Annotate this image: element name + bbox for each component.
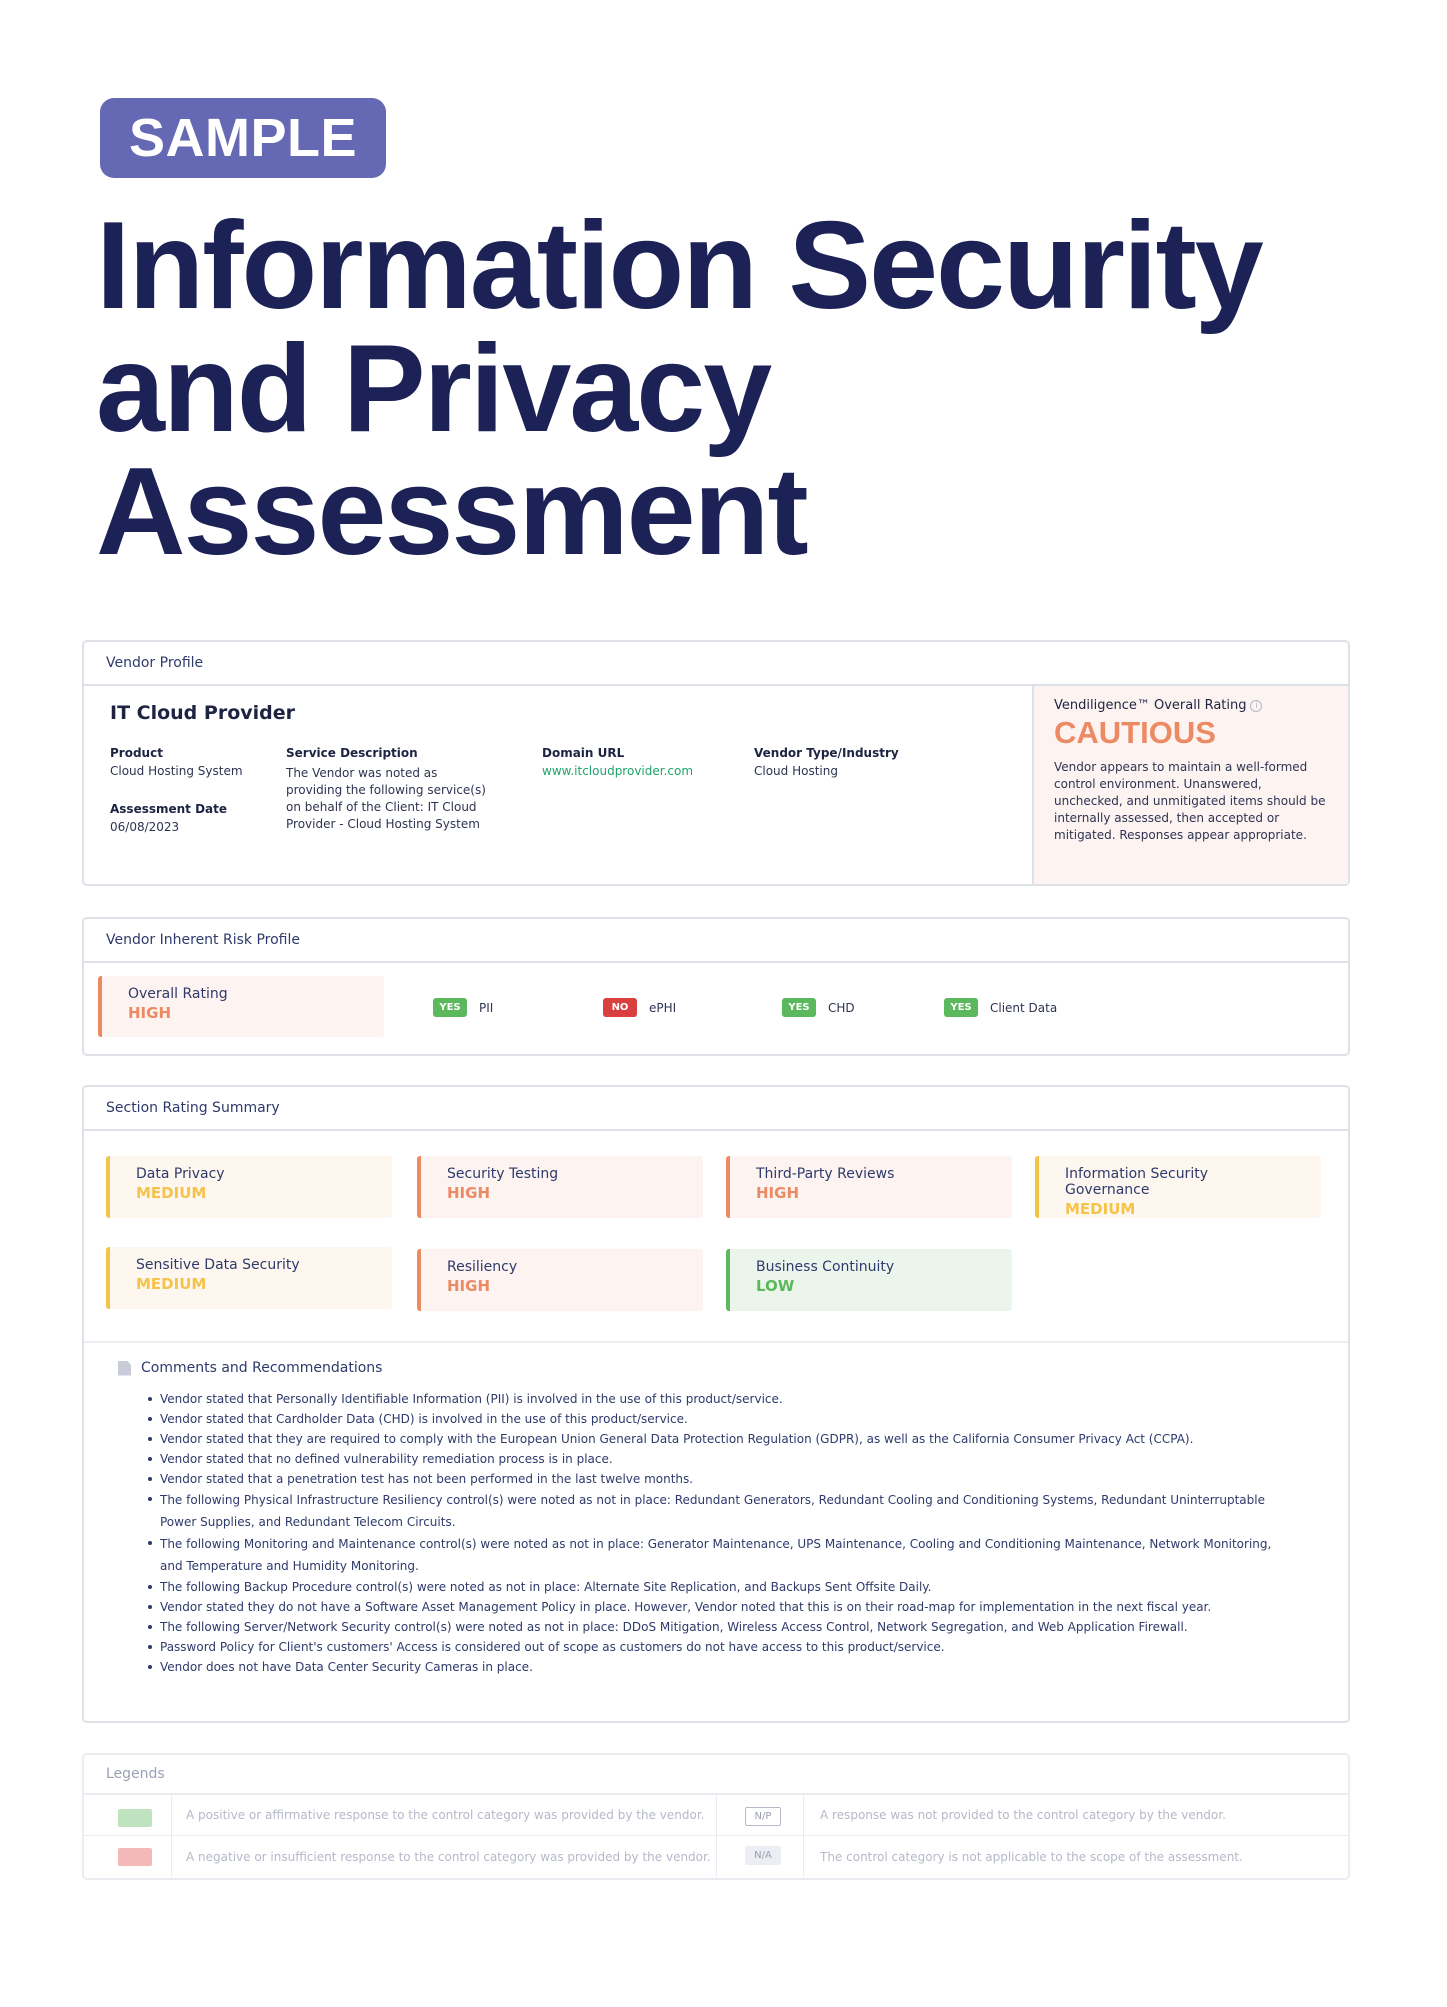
vendor-profile-header: Vendor Profile [84,642,1348,686]
overall-rating-panel [1032,686,1348,884]
positive-swatch [118,1809,152,1827]
yes-badge: YES [433,998,467,1017]
document-icon [118,1361,131,1376]
risk-item-pii [433,998,493,1017]
section-label: Resiliency [447,1259,518,1275]
risk-item-label: PII [479,1000,494,1015]
comments-list [148,1389,1288,1677]
comment-item: Vendor stated that Personally Identifiable Information (PII) is involved in the use of this product/service. [148,1389,1288,1409]
legends-header: Legends [84,1755,1348,1795]
sample-badge: SAMPLE [100,98,386,178]
np-tag: N/P [745,1807,781,1826]
section-security-testing [417,1156,703,1218]
legend-swatch-cell [84,1836,172,1877]
section-infosec-governance [1035,1156,1321,1218]
comment-item: Vendor stated that a penetration test has not been performed in the last twelve months. [148,1469,1288,1489]
comment-item: The following Physical Infrastructure Resiliency control(s) were noted as not in place: Redundant Generators, Redundant Cooling and Conditioning Systems, Redundant Uninterruptable Power Supplies, and Redundant Telecom Circuits. [148,1489,1288,1533]
overall-rating-value: CAUTIOUS [1054,715,1216,750]
legends-card [82,1753,1350,1880]
comment-item: Vendor stated that they are required to comply with the European Union General Data Protection Regulation (GDPR), as well as the California Consumer Privacy Act (CCPA). [148,1429,1288,1449]
comment-item: The following Backup Procedure control(s) were noted as not in place: Alternate Site Replication, and Backups Sent Offsite Daily. [148,1577,1288,1597]
legend-na-text: The control category is not applicable to the scope of the assessment. [820,1849,1243,1864]
comment-item: Vendor does not have Data Center Security Cameras in place. [148,1657,1288,1677]
vendor-name: IT Cloud Provider [110,702,295,724]
section-third-party-reviews [726,1156,1012,1218]
page-title: Information Security and Privacy Assessment [96,197,1262,581]
product-value: Cloud Hosting System [110,764,243,778]
comment-item: The following Monitoring and Maintenance control(s) were noted as not in place: Generator Maintenance, UPS Maintenance, Cooling and Conditioning Maintenance, Network Monitoring, and Temperature and Humidity Monitoring. [148,1533,1288,1577]
assessment-date-label: Assessment Date [110,802,228,816]
overall-rating-description: Vendor appears to maintain a well-formed control environment. Unanswered, unchecked, and unmitigated items should be internally assessed, then accepted or mitigated. Responses appear appropriate. [1054,760,1326,842]
risk-item-client-data [944,998,1057,1017]
product-label: Product [110,746,163,760]
comment-item: Password Policy for Client's customers' Access is considered out of scope as customers do not have access to this product/service. [148,1637,1288,1657]
section-label: Data Privacy [136,1166,225,1182]
section-label: Security Testing [447,1166,559,1182]
legend-negative-text: A negative or insufficient response to the control category was provided by the vendor. [186,1849,711,1864]
risk-item-label: Client Data [990,1000,1058,1015]
legend-swatch-cell [84,1795,172,1835]
yes-badge: YES [944,998,978,1017]
section-rating-card [82,1085,1350,1723]
comment-item: The following Server/Network Security control(s) were noted as not in place: DDoS Mitigation, Wireless Access Control, Network Segregation, and Web Application Firewall. [148,1617,1288,1637]
section-value: MEDIUM [136,1275,207,1293]
comment-item: Vendor stated they do not have a Software Asset Management Policy in place. However, Vendor noted that this is on their road-map for implementation in the next fiscal year. [148,1597,1288,1617]
section-data-privacy [106,1156,392,1218]
inherent-risk-card [82,917,1350,1056]
vendor-type-value: Cloud Hosting [754,764,838,778]
na-tag: N/A [745,1846,781,1865]
overall-risk-label: Overall Rating [128,986,228,1002]
section-rating-header: Section Rating Summary [84,1087,1348,1131]
comments-title-text: Comments and Recommendations [141,1360,383,1376]
section-value: HIGH [447,1277,491,1295]
comment-item: Vendor stated that Cardholder Data (CHD) is involved in the use of this product/service. [148,1409,1288,1429]
section-value: LOW [756,1277,795,1295]
legend-positive-text: A positive or affirmative response to the control category was provided by the vendor. [186,1808,705,1822]
vendor-type-label: Vendor Type/Industry [754,746,899,760]
service-description-value: The Vendor was noted as providing the following service(s) on behalf of the Client: IT Cloud Provider - Cloud Hosting System [286,766,486,831]
risk-item-label: ePHI [649,1000,677,1015]
risk-item-ephi [603,998,676,1017]
section-sensitive-data-security [106,1247,392,1309]
section-label: Business Continuity [756,1259,895,1275]
comment-item: Vendor stated that no defined vulnerability remediation process is in place. [148,1449,1288,1469]
vendor-profile-card [82,640,1350,886]
overall-rating-title-text: Vendiligence™ Overall Rating [1054,698,1247,713]
overall-risk-box [98,976,384,1037]
risk-item-label: CHD [828,1000,855,1015]
comments-title [118,1360,382,1376]
assessment-date-value: 06/08/2023 [110,820,180,834]
domain-url-label: Domain URL [542,746,625,760]
risk-item-chd [782,998,855,1017]
yes-badge: YES [782,998,816,1017]
section-business-continuity [726,1249,1012,1311]
negative-swatch [118,1848,152,1866]
section-value: MEDIUM [136,1184,207,1202]
section-label: Sensitive Data Security [136,1257,300,1273]
legend-row [84,1795,1348,1836]
info-icon[interactable]: i [1250,700,1262,712]
section-value: HIGH [756,1184,800,1202]
inherent-risk-header: Vendor Inherent Risk Profile [84,919,1348,963]
legend-row [84,1836,1348,1877]
section-value: HIGH [447,1184,491,1202]
section-resiliency [417,1249,703,1311]
section-label: Third-Party Reviews [756,1166,895,1182]
section-label: Information Security Governance [1065,1166,1208,1198]
legend-np-text: A response was not provided to the control category by the vendor. [820,1808,1226,1822]
no-badge: NO [603,998,637,1017]
service-description-label: Service Description [286,746,418,760]
section-value: MEDIUM [1065,1200,1136,1218]
domain-url-link[interactable]: www.itcloudprovider.com [542,764,694,778]
overall-rating-title [1054,698,1328,713]
overall-risk-value: HIGH [128,1004,172,1022]
legend-tag-cell [716,1836,804,1877]
legend-tag-cell [716,1795,804,1835]
section-divider [84,1341,1348,1343]
